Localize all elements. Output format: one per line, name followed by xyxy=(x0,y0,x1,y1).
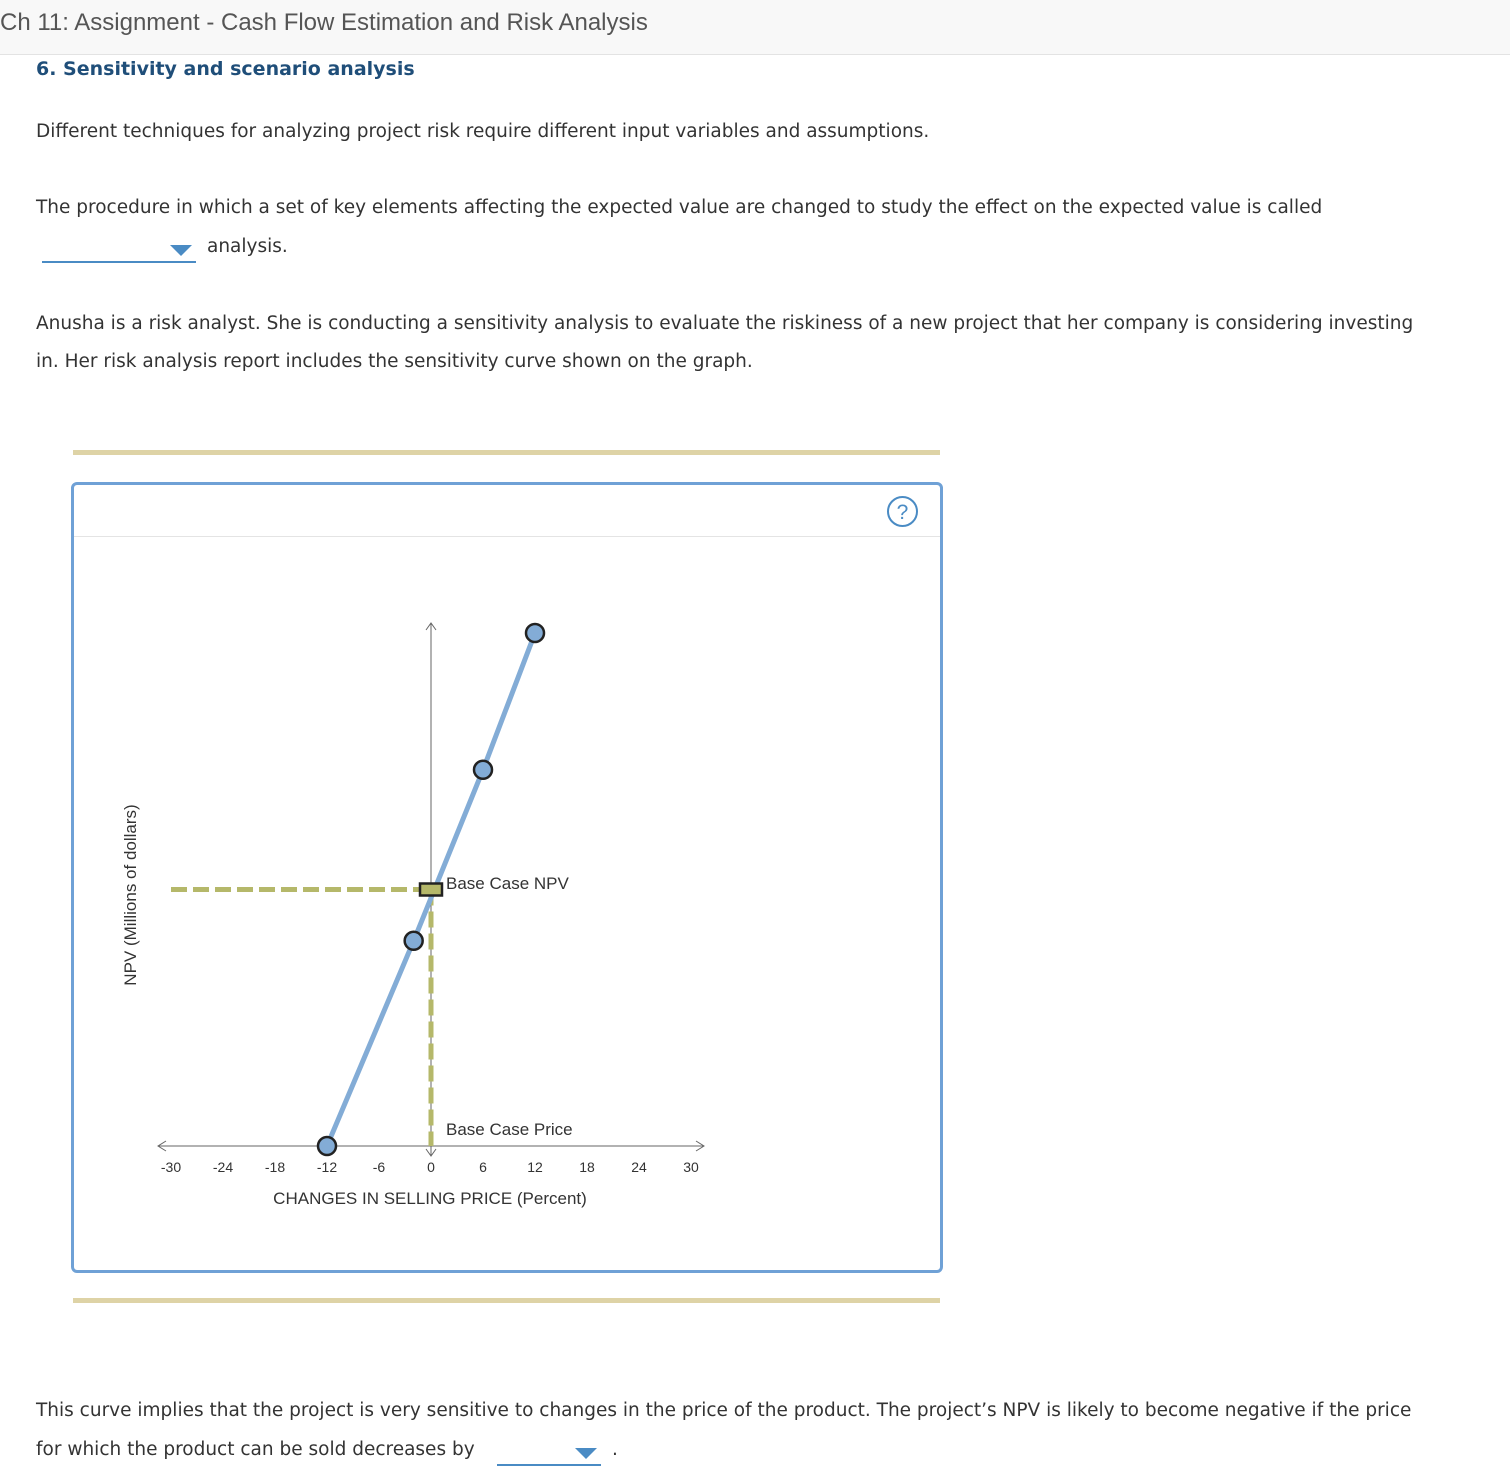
graph-top-rule xyxy=(73,450,940,455)
assignment-title: Ch 11: Assignment - Cash Flow Estimation and Risk Analysis xyxy=(0,9,648,36)
procedure-text: The procedure in which a set of key elements affecting the expected value are changed to study the effect on the expected value is called xyxy=(36,197,1323,218)
assignment-header xyxy=(0,0,1510,55)
base-case-point xyxy=(420,884,442,896)
x-tick-label: -30 xyxy=(160,1159,182,1175)
conclusion-suffix: . xyxy=(612,1439,618,1460)
graph-bottom-rule xyxy=(73,1298,940,1303)
help-icon-label: ? xyxy=(896,501,909,524)
intro-text: Different techniques for analyzing project risk require different input variables and assumptions. xyxy=(36,121,930,142)
chevron-down-icon xyxy=(575,1448,597,1459)
x-tick-label: -12 xyxy=(316,1159,338,1175)
x-tick-label: 30 xyxy=(683,1159,699,1175)
y-axis-title: NPV (Millions of dollars) xyxy=(121,804,140,986)
x-tick-label: -6 xyxy=(372,1159,386,1175)
sensitivity-graph[interactable] xyxy=(74,485,940,1270)
x-tick-label: 12 xyxy=(527,1159,543,1175)
x-tick-label: -18 xyxy=(264,1159,286,1175)
base-case-npv-label: Base Case NPV xyxy=(446,874,569,893)
base-case-price-label: Base Case Price xyxy=(446,1120,573,1139)
x-tick-label: -24 xyxy=(212,1159,234,1175)
question-title: 6. Sensitivity and scenario analysis xyxy=(36,58,415,80)
x-tick-label: 24 xyxy=(631,1159,647,1175)
x-tick-label: 0 xyxy=(427,1159,435,1175)
curve-point xyxy=(474,761,492,779)
analysis-suffix: analysis. xyxy=(207,236,288,257)
x-axis-title: CHANGES IN SELLING PRICE (Percent) xyxy=(273,1189,587,1208)
graph-panel xyxy=(71,482,943,1273)
x-tick-label: 6 xyxy=(479,1159,487,1175)
curve-point xyxy=(318,1137,336,1155)
price-decrease-dropdown[interactable] xyxy=(497,1440,601,1466)
scenario-text-line2: in. Her risk analysis report includes the sensitivity curve shown on the graph. xyxy=(36,351,753,372)
curve-point xyxy=(405,932,423,950)
chevron-down-icon xyxy=(170,245,192,256)
conclusion-text-line1: This curve implies that the project is very sensitive to changes in the price of the product. The project’s NPV is likely to become negative if the price xyxy=(36,1400,1412,1421)
curve-point xyxy=(526,624,544,642)
conclusion-text-line2: for which the product can be sold decreases by xyxy=(36,1439,475,1460)
analysis-type-dropdown[interactable] xyxy=(42,237,196,263)
scenario-text-line1: Anusha is a risk analyst. She is conducting a sensitivity analysis to evaluate the riskiness of a new project that her company is considering investing xyxy=(36,313,1414,334)
x-tick-label: 18 xyxy=(579,1159,595,1175)
